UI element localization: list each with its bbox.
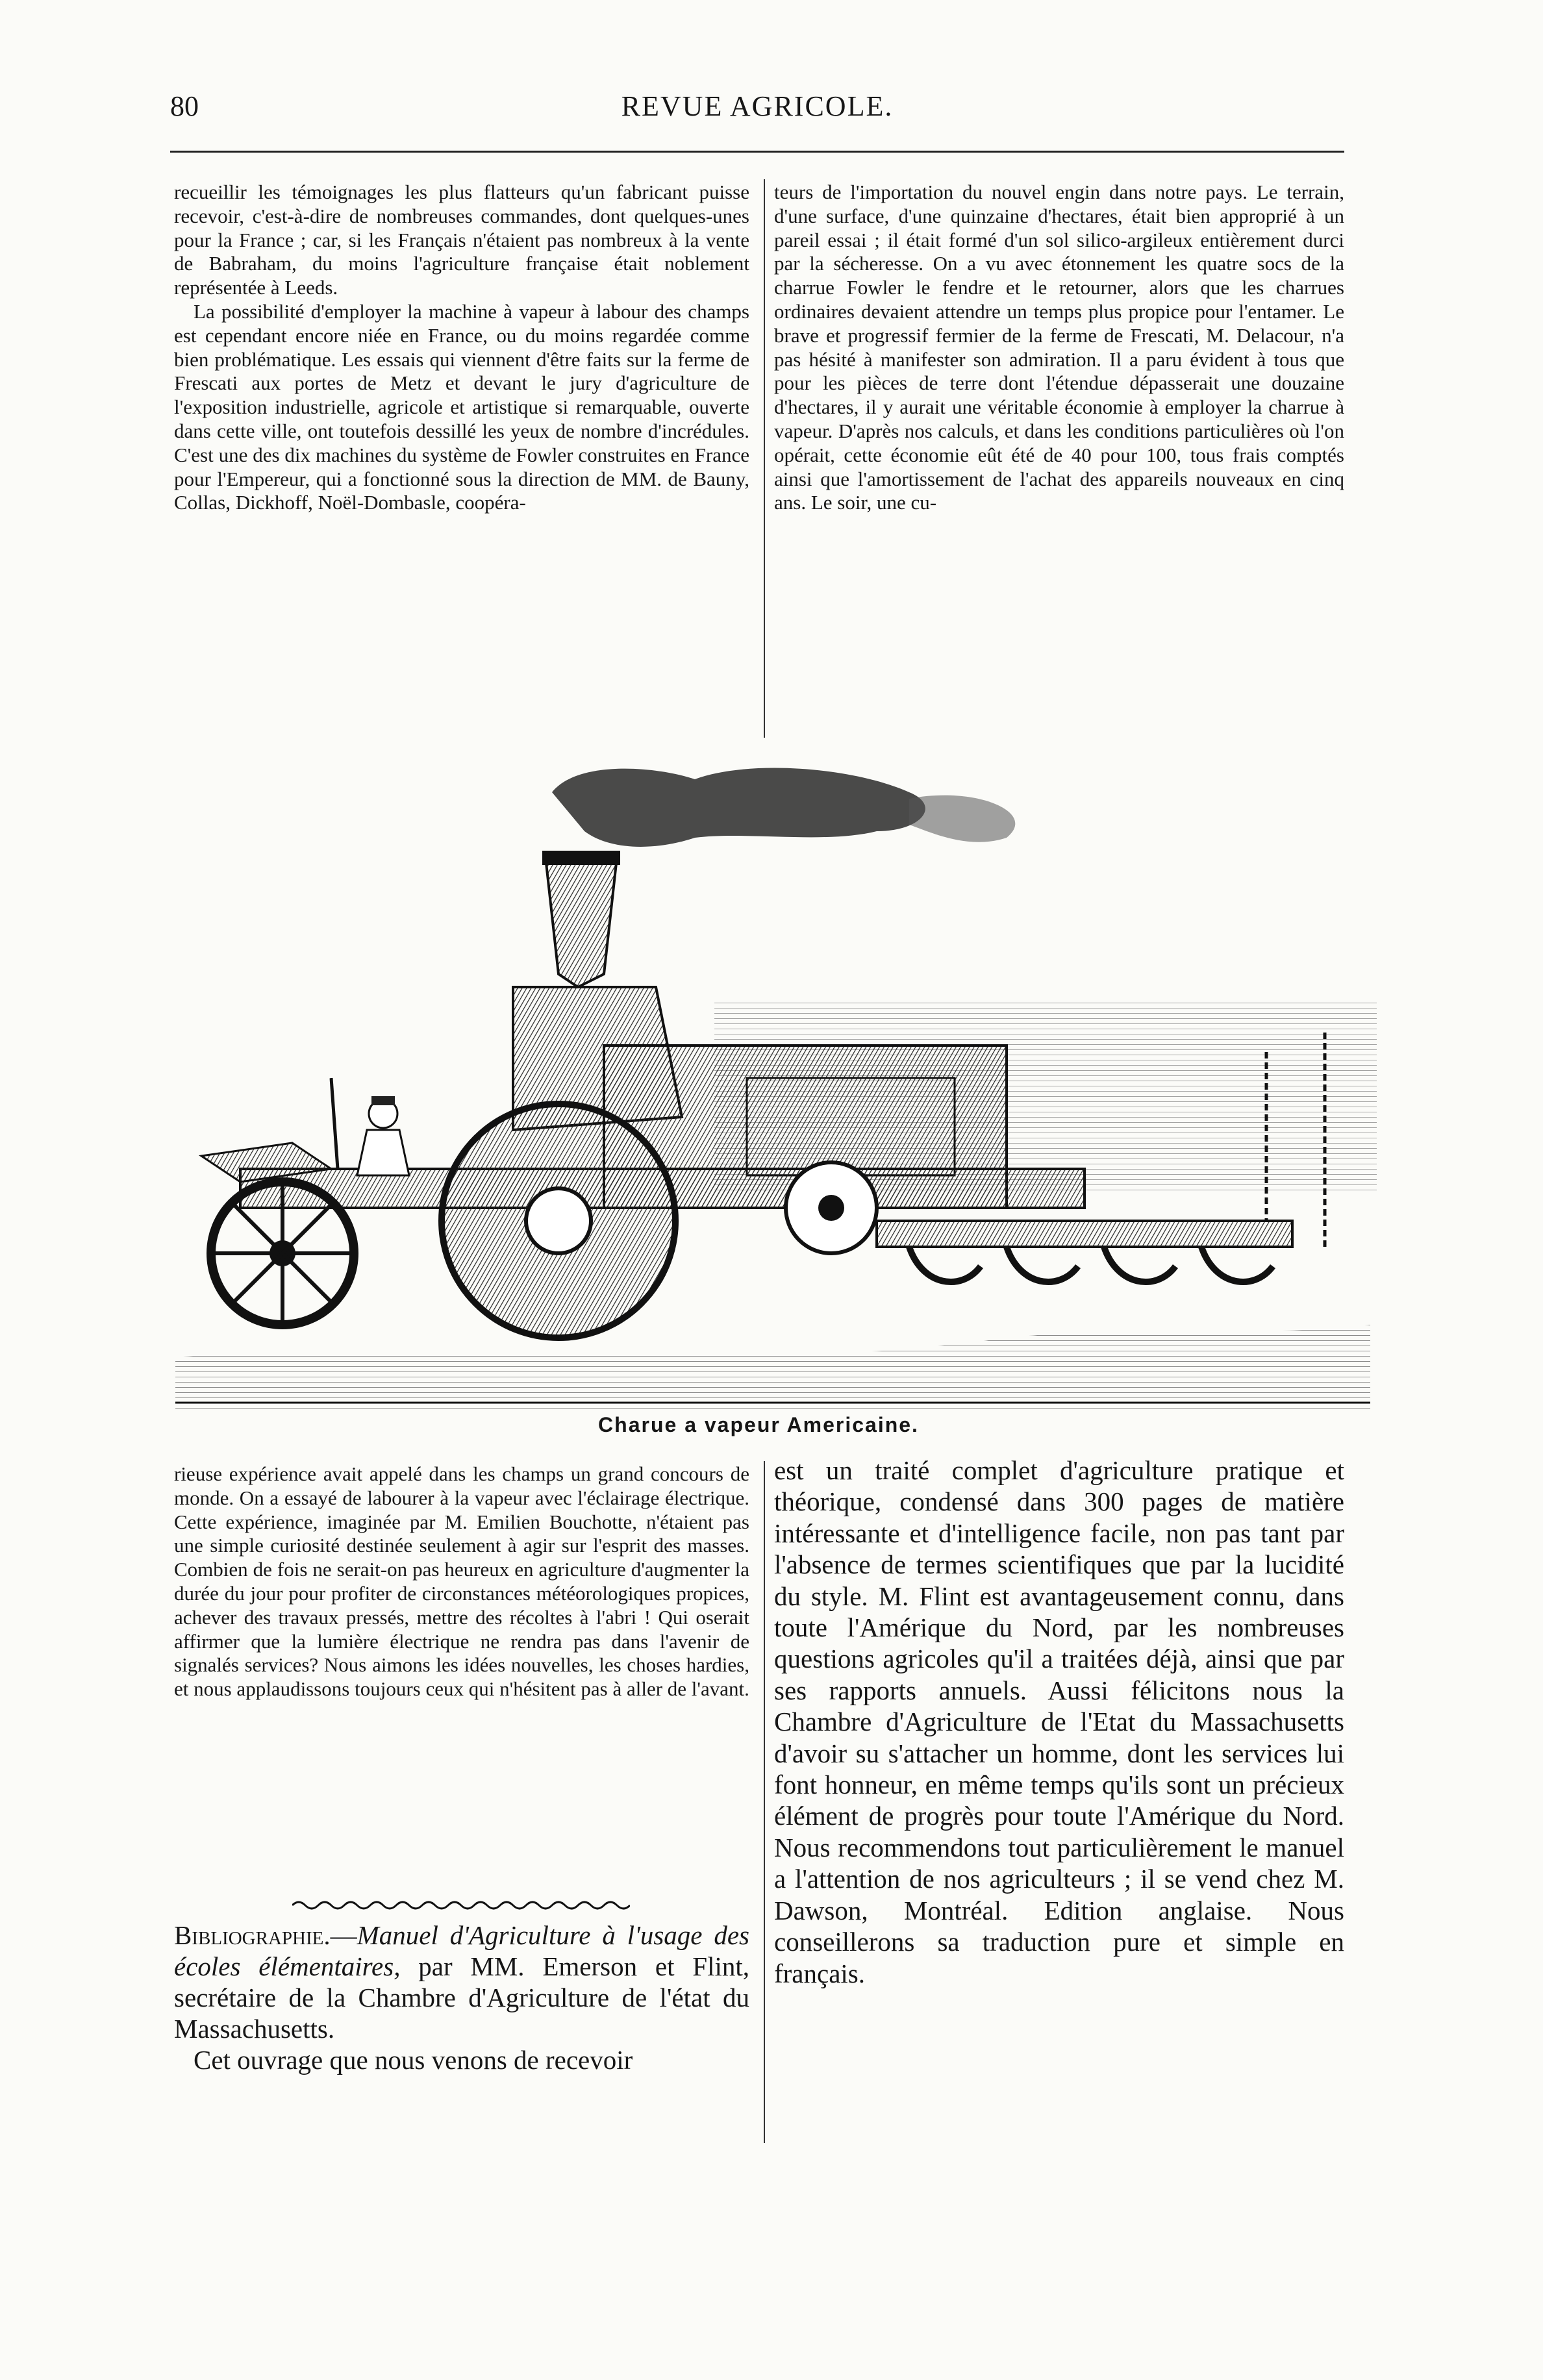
ground bbox=[175, 1325, 1370, 1409]
chimney bbox=[546, 857, 617, 987]
driver-figure bbox=[331, 1078, 409, 1175]
running-title: REVUE AGRICOLE. bbox=[621, 90, 894, 122]
figure-caption: Charue a vapeur Americaine. bbox=[598, 1413, 919, 1436]
column-bottom-right bbox=[774, 1455, 1344, 1989]
paragraph: est un traité complet d'agriculture pratique et théorique, condensé dans 300 pages de matière intéressante et d'intelligence facile, non pas tant par l'absence de termes scientifiques que par la lucidité du style. M. Flint est avantageusement connu, dans toute l'Amérique du Nord, par les nombreuses questions agricoles qu'il a traitées déjà, ainsi que par ses rapports annuels. Aussi félicitons nous la Chambre d'Agriculture de l'Etat du Massachusetts d'avoir su s'attacher un homme, dont les services lui font honneur, en même temps qu'ils sont un précieux élément de progrès pour toute l'Amérique du Nord. Nous recommendons tout particulièrement le manuel a l'attention de nos agriculteurs ; il se vend chez M. Dawson, Montréal. Edition anglaise. Nous conseillerons sa traduction pure et simple en français. bbox=[774, 1455, 1344, 1988]
column-bottom-left bbox=[174, 1462, 749, 1701]
page-header bbox=[170, 90, 1344, 131]
header-rule bbox=[170, 151, 1344, 153]
page-number: 80 bbox=[170, 90, 199, 122]
column-top-left bbox=[174, 181, 749, 515]
paragraph: teurs de l'importation du nouvel engin dans notre pays. Le terrain, d'une surface, d'une quinzaine d'hectares, était bien approprié à un pareil essai ; il était formé d'un sol silico-argileux entièrement durci par la sécheresse. On a vu avec étonnement les quatre socs de la charrue Fowler le fendre et le retourner, alors que les charrues ordinaires devaient attendre un temps plus propice pour l'entamer. Le brave et progressif fermier de la ferme de Frescati, M. Delacour, n'a pas hésité à manifester son admiration. Il a paru évident à tous que pour les pièces de terre dont l'étendue dépasserait une douzaine d'hectares, il y aurait une véritable économie à employer la charrue à vapeur. D'après nos calculs, et dans les conditions particulières où l'on opérait, cette économie eût été de 40 pour 100, tous frais comptés ainsi que l'amortissement de l'achat des appareils nouveaux en cinq ans. Le soir, une cu- bbox=[774, 181, 1344, 514]
bibliography-heading: Bibliographie. bbox=[174, 1920, 331, 1950]
column-top-right bbox=[774, 181, 1344, 515]
paragraph: La possibilité d'employer la machine à vapeur à labour des champs est cependant encore niée en France, ou du moins regardée comme bien problématique. Les essais qui viennent d'être faits sur la ferme de Frescati aux portes de Metz et devant le jury d'agriculture de l'exposition industrielle, agricole et artistique si remarquable, ouverte dans cette ville, ont toutefois dessillé les yeux de nombre d'incrédules. C'est une des dix machines du système de Fowler construites en France pour l'Empereur, qui a fonctionné sous la direction de MM. de Bauny, Collas, Dickhoff, Noël-Dombasle, coopéra- bbox=[174, 299, 749, 514]
drive-wheel bbox=[442, 1104, 675, 1338]
section-separator bbox=[292, 1899, 630, 1912]
bibliography-section bbox=[174, 1920, 749, 2075]
book-title: Manuel d'Agriculture à l'usage des écoles élémentaires, bbox=[174, 1920, 749, 1981]
paragraph: Cet ouvrage que nous venons de recevoir bbox=[194, 2045, 633, 2075]
paragraph: rieuse expérience avait appelé dans les champs un grand concours de monde. On a essayé de labourer à la vapeur avec l'éclairage électrique. Cette expérience, imaginée par M. Emilien Bouchotte, n'étaient pas une simple curiosité destinée seulement à agir sur l'esprit des masses. Combien de fois ne serait-on pas heureux en agriculture d'augmenter la durée du jour pour profiter de circonstances météorologiques propices, achever des travaux pressés, mettre des récoltes à l'abri ! Qui oserait affirmer que la lumière électrique ne rendra pas dans l'avenir de signalés services? Nous aimons les idées nouvelles, les choses hardies, et nous applaudissons toujours ceux qui n'hésitent pas à aller de l'avant. bbox=[174, 1462, 749, 1701]
column-divider bbox=[764, 1461, 765, 2143]
smoke-plume bbox=[552, 768, 925, 847]
paragraph: recueillir les témoignages les plus flatteurs qu'un fabricant puisse recevoir, c'est-à-dire de nombreuses commandes, dont quelques-unes pour la France ; car, si les Français n'étaient pas nombreux à la vente de Babraham, du moins l'agriculture française était noblement représentée à Leeds. bbox=[174, 181, 749, 299]
front-wheel bbox=[211, 1182, 354, 1325]
column-divider bbox=[764, 179, 765, 738]
bibliography-entry: Bibliographie.—Manuel d'Agriculture à l'usage des écoles élémentaires, par MM. Emerson et Flint, secrétaire de la Chambre d'Agriculture de l'état du Massachusetts. bbox=[174, 1920, 749, 2044]
steam-plough-engraving bbox=[162, 753, 1377, 1416]
